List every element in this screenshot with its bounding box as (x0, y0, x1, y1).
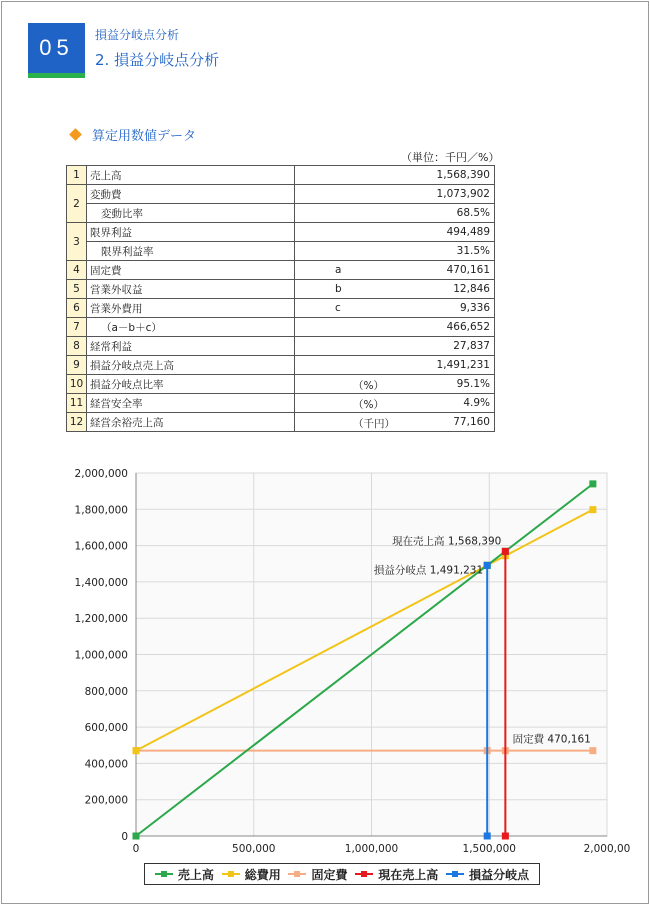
row-label: （a－b＋c） (87, 318, 295, 337)
table-row (67, 261, 495, 280)
row-label: 経営余裕売上高 (87, 413, 295, 432)
legend-item (222, 866, 281, 883)
legend-marker-icon (355, 869, 373, 879)
row-number: 2 (67, 185, 87, 223)
table-row (67, 375, 495, 394)
chart-legend (144, 863, 540, 885)
row-symbol: b (335, 283, 342, 295)
table-row (67, 242, 495, 261)
row-value-cell (295, 375, 495, 394)
series-point (502, 833, 509, 840)
y-tick-label: 800,000 (84, 685, 128, 698)
legend-item (355, 866, 438, 883)
row-label: 限界利益率 (87, 242, 295, 261)
calculation-table (66, 165, 495, 432)
row-value: 466,652 (446, 321, 490, 333)
table-row (67, 299, 495, 318)
row-number: 7 (67, 318, 87, 337)
report-page (1, 1, 649, 904)
breakeven-chart (2, 457, 650, 861)
page-title: 2. 損益分岐点分析 (95, 51, 220, 69)
row-number: 9 (67, 356, 87, 375)
chart-annotation: 現在売上高 1,568,390 (392, 535, 502, 548)
row-value: 4.9% (463, 397, 490, 409)
row-label: 変動比率 (87, 204, 295, 223)
row-label: 変動費 (87, 185, 295, 204)
row-value-cell (295, 413, 495, 432)
row-number: 8 (67, 337, 87, 356)
series-point (484, 833, 491, 840)
row-number: 12 (67, 413, 87, 432)
row-value: 27,837 (453, 340, 490, 352)
section-number-badge: 05 (28, 23, 85, 73)
row-value-cell (295, 223, 495, 242)
y-tick-label: 1,200,000 (74, 613, 128, 626)
table-row (67, 413, 495, 432)
y-tick-label: 2,000,000 (74, 468, 128, 480)
row-label: 限界利益 (87, 223, 295, 242)
legend-marker-icon (155, 869, 173, 879)
row-value: 31.5% (456, 245, 490, 257)
row-number: 5 (67, 280, 87, 299)
legend-item (288, 866, 347, 883)
legend-label: 売上高 (177, 867, 214, 882)
diamond-bullet-icon (69, 128, 82, 141)
y-tick-label: 600,000 (84, 722, 128, 735)
table-row (67, 394, 495, 413)
row-value-cell (295, 394, 495, 413)
legend-item (155, 866, 214, 883)
legend-label: 現在売上高 (378, 867, 439, 882)
legend-label: 損益分岐点 (469, 867, 530, 882)
table-row (67, 185, 495, 204)
row-number: 11 (67, 394, 87, 413)
badge-underline (28, 73, 85, 78)
series-point (589, 480, 596, 487)
y-tick-label: 1,600,000 (74, 540, 128, 553)
row-value: 12,846 (453, 283, 490, 295)
row-value: 77,160 (453, 416, 490, 428)
row-value-cell (295, 242, 495, 261)
series-point (133, 833, 140, 840)
row-number: 4 (67, 261, 87, 280)
series-point (502, 548, 509, 555)
x-tick-label: 1,500,000 (462, 843, 516, 855)
row-label: 経営安全率 (87, 394, 295, 413)
row-value-cell (295, 356, 495, 375)
unit-label: （単位：千円／%） (401, 151, 500, 164)
row-value: 1,568,390 (436, 169, 490, 181)
row-value-cell (295, 337, 495, 356)
row-number: 3 (67, 223, 87, 261)
row-label: 売上高 (87, 166, 295, 185)
y-tick-label: 1,800,000 (74, 504, 128, 517)
chart-annotation: 損益分岐点 1,491,231 (373, 564, 484, 577)
header-category: 損益分岐点分析 (95, 28, 180, 42)
table-row (67, 337, 495, 356)
x-tick-label: 2,000,00 (583, 843, 631, 855)
row-value-cell (295, 204, 495, 223)
series-point (589, 506, 596, 513)
legend-label: 固定費 (311, 867, 348, 882)
section-title: 算定用数値データ (92, 129, 197, 144)
x-tick-label: 500,000 (232, 843, 276, 855)
row-value: 95.1% (456, 378, 490, 390)
table-row (67, 318, 495, 337)
table-row (67, 223, 495, 242)
series-point (133, 747, 140, 754)
row-label: 損益分岐点比率 (87, 375, 295, 394)
series-point (589, 747, 596, 754)
row-unit: （%） (353, 380, 384, 392)
row-value-cell (295, 166, 495, 185)
x-tick-label: 0 (132, 843, 140, 855)
row-label: 固定費 (87, 261, 295, 280)
y-tick-label: 0 (121, 831, 128, 843)
row-value: 68.5% (456, 207, 490, 219)
series-point (484, 562, 491, 569)
row-value-cell (295, 318, 495, 337)
legend-marker-icon (446, 869, 464, 879)
row-label: 営業外収益 (87, 280, 295, 299)
row-label: 経常利益 (87, 337, 295, 356)
legend-marker-icon (222, 869, 240, 879)
row-value-cell (295, 185, 495, 204)
row-value-cell (295, 280, 495, 299)
row-symbol: a (335, 264, 342, 276)
y-tick-label: 1,000,000 (74, 649, 128, 662)
legend-label: 総費用 (244, 867, 281, 882)
legend-item (446, 866, 529, 883)
row-value: 1,073,902 (436, 188, 490, 200)
row-unit: （%） (353, 399, 384, 411)
legend-marker-icon (288, 869, 306, 879)
y-tick-label: 1,400,000 (74, 576, 128, 589)
row-value: 470,161 (446, 264, 490, 276)
row-value: 9,336 (459, 302, 490, 314)
row-value: 494,489 (446, 226, 490, 238)
row-value: 1,491,231 (436, 359, 490, 371)
row-number: 10 (67, 375, 87, 394)
row-label: 営業外費用 (87, 299, 295, 318)
row-value-cell (295, 261, 495, 280)
x-tick-label: 1,000,000 (344, 843, 399, 855)
chart-annotation: 固定費 470,161 (512, 733, 591, 746)
row-number: 1 (67, 166, 87, 185)
y-tick-label: 200,000 (84, 794, 128, 807)
table-row (67, 166, 495, 185)
row-value-cell (295, 299, 495, 318)
y-tick-label: 400,000 (84, 758, 128, 771)
table-row (67, 356, 495, 375)
row-label: 損益分岐点売上高 (87, 356, 295, 375)
section-heading (71, 125, 196, 144)
row-number: 6 (67, 299, 87, 318)
row-symbol: c (335, 302, 341, 314)
breakeven-chart-svg (2, 457, 650, 857)
row-unit: （千円） (353, 418, 395, 430)
table-row (67, 280, 495, 299)
table-row (67, 204, 495, 223)
